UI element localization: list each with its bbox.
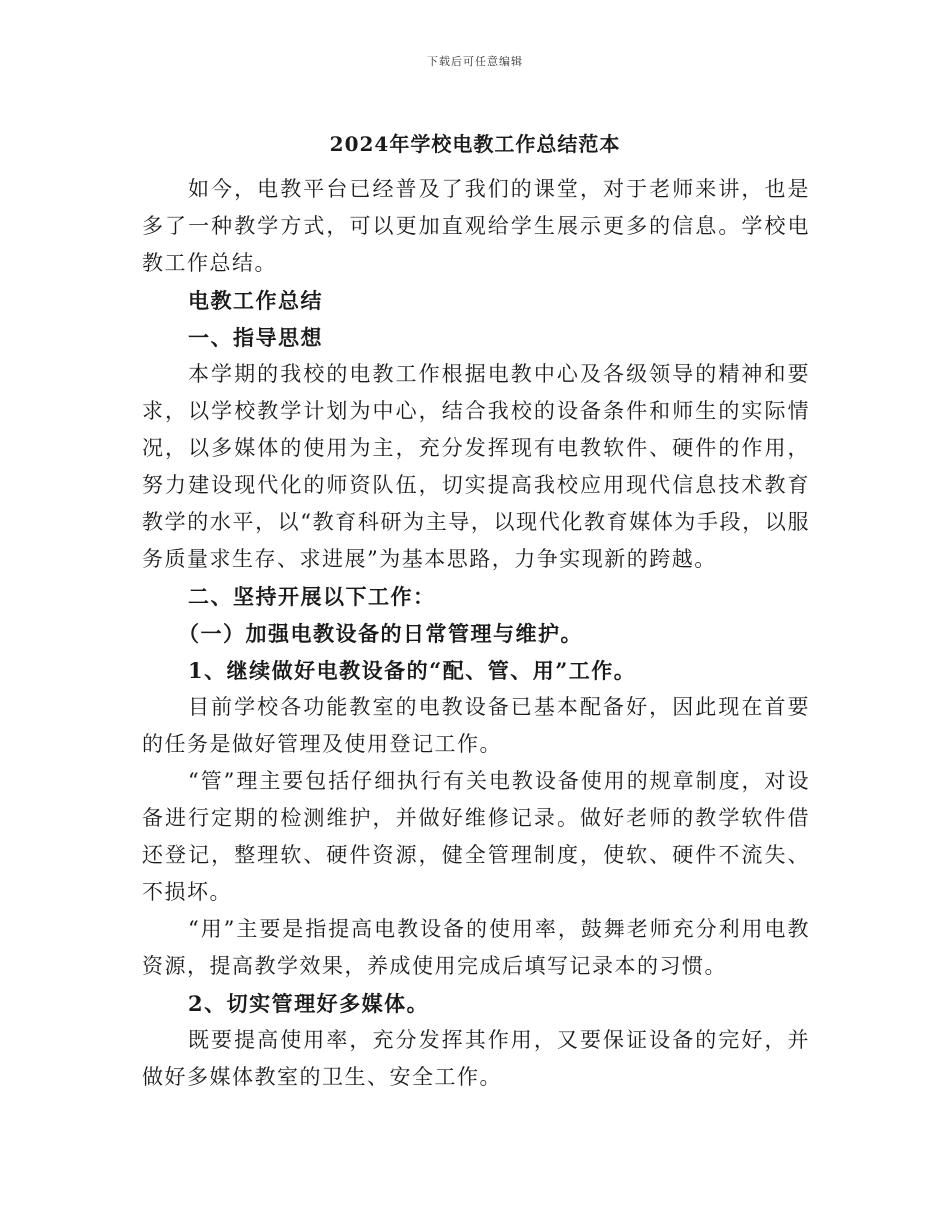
paragraph-intro: 如今，电教平台已经普及了我们的课堂，对于老师来讲，也是多了一种教学方式，可以更加直观给学生展示更多的信息。学校电教工作总结。 [142,177,810,275]
heading-guiding-thought: 一、指导思想 [188,325,323,350]
paragraph-guiding-thought: 本学期的我校的电教工作根据电教中心及各级领导的精神和要求，以学校教学计划为中心，结合我校的设备条件和师生的实际情况，以多媒体的使用为主，充分发挥现有电教软件、硬件的作用，努力建设现代化的师资队伍，切实提高我校应用现代信息技术教育教学的水平，以“教育科研为主导，以现代化教育媒体为手段，以服务质量求生存、求进展”为基本思路，力争实现新的跨越。 [142,362,810,571]
document-title: 2024年学校电教工作总结范本 [329,132,621,156]
heading-ongoing-work: 二、坚持开展以下工作： [188,584,436,609]
heading-summary: 电教工作总结 [188,288,323,313]
paragraph-equipment-status: 目前学校各功能教室的电教设备已基本配备好，因此现在首要的任务是做好管理及使用登记工作。 [142,695,810,756]
paragraph-management: “管”理主要包括仔细执行有关电教设备使用的规章制度，对设备进行定期的检测维护，并做好维修记录。做好老师的教学软件借还登记，整理软、硬件资源，健全管理制度，使软、硬件不流失、不损坏。 [142,769,810,904]
paragraph-usage: “用”主要是指提高电教设备的使用率，鼓舞老师充分利用电教资源，提高教学效果，养成使用完成后填写记录本的习惯。 [142,917,810,978]
paragraph-multimedia: 既要提高使用率，充分发挥其作用，又要保证设备的完好，并做好多媒体教室的卫生、安全工作。 [142,1028,810,1089]
document-body [142,171,810,1096]
header-note: 下载后可任意编辑 [427,55,523,68]
subheading-multimedia: 2、切实管理好多媒体。 [188,991,430,1016]
subheading-equipment-management: （一）加强电教设备的日常管理与维护。 [178,621,583,646]
subheading-equip-manage-use: 1、继续做好电教设备的“配、管、用”工作。 [188,658,637,683]
